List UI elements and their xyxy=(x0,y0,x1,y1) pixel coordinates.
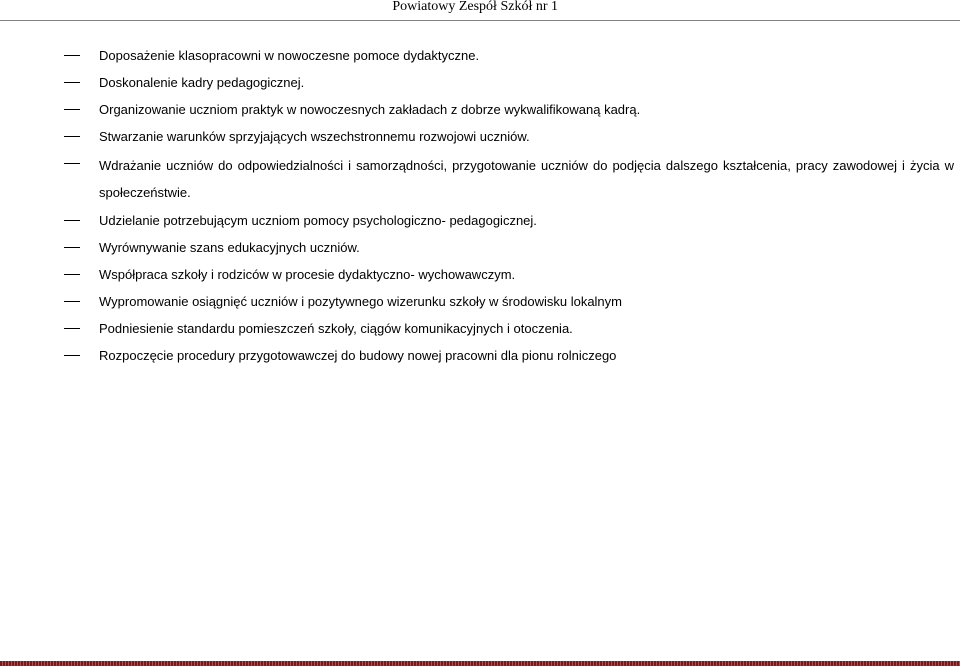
list-item xyxy=(0,290,960,314)
list-item xyxy=(0,209,960,233)
list-item xyxy=(0,125,960,149)
dash-bullet-icon xyxy=(64,220,80,221)
list-item xyxy=(0,263,960,287)
list-item-text: Stwarzanie warunków sprzyjających wszechstronnemu rozwojowi uczniów. xyxy=(99,129,530,144)
list-item xyxy=(0,344,960,368)
list-item-text: Podniesienie standardu pomieszczeń szkoły, ciągów komunikacyjnych i otoczenia. xyxy=(99,321,573,336)
list-item-text: Wyrównywanie szans edukacyjnych uczniów. xyxy=(99,240,360,255)
dash-bullet-icon xyxy=(64,355,80,356)
dash-bullet-icon xyxy=(64,109,80,110)
list-item xyxy=(0,317,960,341)
dash-bullet-icon xyxy=(64,136,80,137)
list-item xyxy=(0,152,960,206)
dash-bullet-icon xyxy=(64,163,80,164)
dash-bullet-icon xyxy=(64,274,80,275)
list-item-text: Organizowanie uczniom praktyk w nowoczesnych zakładach z dobrze wykwalifikowaną kadrą. xyxy=(99,102,641,117)
dash-bullet-icon xyxy=(64,328,80,329)
dash-bullet-icon xyxy=(64,55,80,56)
list-item xyxy=(0,71,960,95)
list-item-text: Doskonalenie kadry pedagogicznej. xyxy=(99,75,305,90)
list-item xyxy=(0,44,960,68)
list-item-text: Rozpoczęcie procedury przygotowawczej do budowy nowej pracowni dla pionu rolniczego xyxy=(99,348,617,363)
list-item-text: Udzielanie potrzebującym uczniom pomocy psychologiczno- pedagogicznej. xyxy=(99,213,537,228)
list-item-text: Współpraca szkoły i rodziców w procesie dydaktyczno- wychowawczym. xyxy=(99,267,516,282)
dash-bullet-icon xyxy=(64,301,80,302)
goals-list xyxy=(0,44,960,371)
list-item-text: Wdrażanie uczniów do odpowiedzialności i samorządności, przygotowanie uczniów do podjęcia dalszego kształcenia, pracy zawodowej i życia w społeczeństwie. xyxy=(99,158,954,200)
dash-bullet-icon xyxy=(64,82,80,83)
list-item xyxy=(0,236,960,260)
page-header-title: Powiatowy Zespół Szkół nr 1 xyxy=(392,0,558,14)
footer-rule xyxy=(0,661,960,666)
dash-bullet-icon xyxy=(64,247,80,248)
page-header xyxy=(0,0,960,21)
list-item-text: Wypromowanie osiągnięć uczniów i pozytywnego wizerunku szkoły w środowisku lokalnym xyxy=(99,294,622,309)
list-item-text: Doposażenie klasopracowni w nowoczesne pomoce dydaktyczne. xyxy=(99,48,480,63)
list-item xyxy=(0,98,960,122)
